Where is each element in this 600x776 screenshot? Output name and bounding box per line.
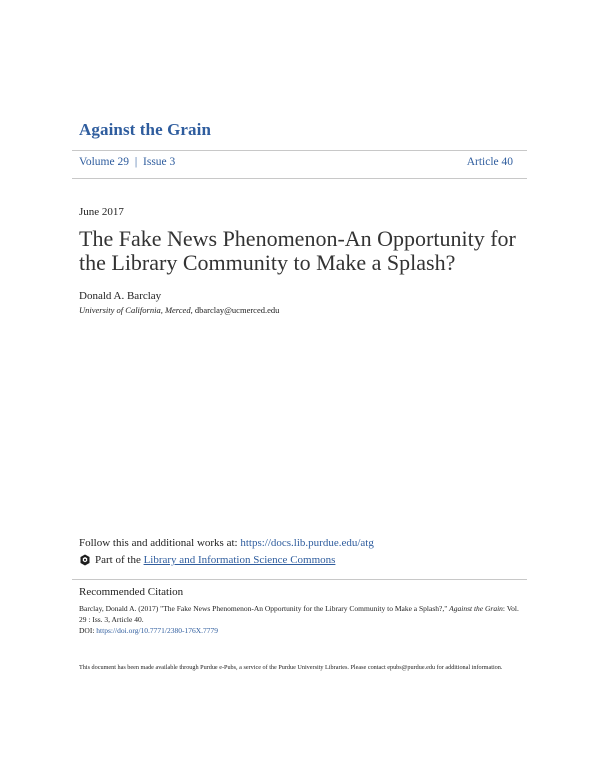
citation-main: Barclay, Donald A. (2017) "The Fake News Phenomenon-An Opportunity for the Library Community to Make a Splash?," <box>79 604 450 613</box>
article-number[interactable]: Article 40 <box>466 156 513 168</box>
commons-icon <box>79 554 91 566</box>
author-name: Donald A. Barclay <box>79 290 162 302</box>
part-of-prefix: Part of the <box>95 554 141 566</box>
author-affiliation <box>79 305 279 315</box>
follow-works-line <box>79 537 374 549</box>
journal-title[interactable]: Against the Grain <box>79 120 212 139</box>
citation-tail: : Vol. 29 : Iss. 3, Article 40. <box>79 604 519 624</box>
follow-url-link[interactable]: https://docs.lib.purdue.edu/atg <box>240 537 374 549</box>
follow-prefix: Follow this and additional works at: <box>79 537 241 549</box>
issue-meta-row <box>79 156 521 168</box>
volume-issue-separator: | <box>134 156 138 168</box>
author-email: , dbarclay@ucmerced.edu <box>190 305 280 315</box>
header-divider-bottom <box>72 178 527 179</box>
commons-link[interactable]: Library and Information Science Commons <box>143 554 336 566</box>
citation-text <box>79 603 524 636</box>
part-of-commons-line <box>79 554 335 566</box>
affiliation-institution: University of California, Merced <box>79 305 191 315</box>
publication-date: June 2017 <box>79 206 124 218</box>
volume-issue <box>79 156 175 168</box>
footer-note: This document has been made available through Purdue e-Pubs, a service of the Purdue University Libraries. Please contact epubs@purdue.edu for additional information. <box>79 664 503 671</box>
citation-divider <box>72 579 527 580</box>
citation-journal: Against the Grain <box>449 604 503 613</box>
doi-label: DOI: <box>79 626 97 635</box>
article-title: The Fake News Phenomenon-An Opportunity for the Library Community to Make a Splash? <box>79 226 516 275</box>
recommended-citation-heading: Recommended Citation <box>79 586 184 598</box>
doi-link[interactable]: https://doi.org/10.7771/2380-176X.7779 <box>96 626 219 635</box>
issue-link[interactable]: Issue 3 <box>143 156 176 168</box>
header-divider-top <box>72 150 527 151</box>
volume-link[interactable]: Volume 29 <box>79 156 129 168</box>
